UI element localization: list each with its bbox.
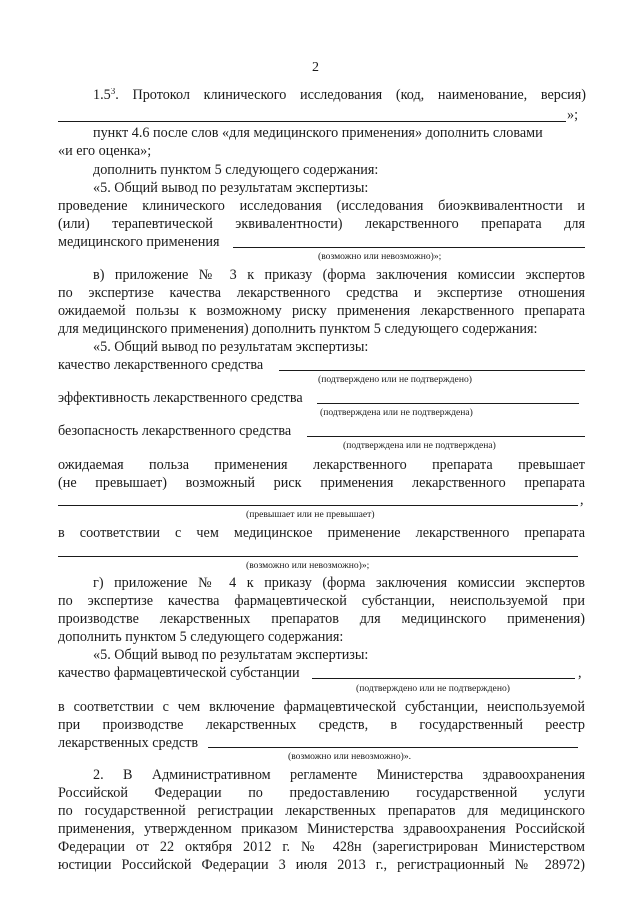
paragraph-line: ожидаемой пользы к возможному риску применения лекарственного препарата: [58, 304, 585, 319]
quality-blank-line: [279, 370, 585, 371]
line-end-comma: ,: [580, 492, 584, 508]
paragraph-line: юстиции Российской Федерации 3 июля 2013 г., регистрационный № 28972): [58, 858, 585, 873]
field-caption: (подтверждена или не подтверждена): [320, 407, 473, 418]
paragraph-line: Федерации от 22 октября 2012 г. № 428н (зарегистрирован Министерством: [58, 840, 585, 855]
protocol-heading-text: . Протокол клинического исследования (код, наименование, версия): [115, 88, 586, 103]
item-superscript: 3: [110, 88, 116, 96]
paragraph-line: по экспертизе качества лекарственного средства и экспертизе отношения: [58, 286, 585, 301]
item-number: 1.5: [93, 88, 111, 103]
paragraph-line: по государственной регистрации лекарственных препаратов для медицинского: [58, 804, 585, 819]
use-blank-line: [58, 556, 578, 557]
line-end-comma: ,: [578, 665, 582, 681]
conclusion-blank-line: [233, 247, 585, 248]
paragraph-line: в соответствии с чем медицинское применение лекарственного препарата: [58, 526, 585, 541]
inclusion-blank-line: [208, 747, 578, 748]
page-number: 2: [312, 60, 319, 75]
field-caption: (превышает или не превышает): [246, 509, 375, 520]
paragraph-line: в соответствии с чем включение фармацевтической субстанции, неиспользуемой: [58, 700, 585, 715]
protocol-heading-line: [93, 88, 586, 102]
substance-quality-blank-line: [312, 678, 575, 679]
field-label: качество лекарственного средства: [58, 357, 264, 373]
paragraph-line: пункт 4.6 после слов «для медицинского применения» дополнить словами: [93, 125, 543, 141]
paragraph-line: ожидаемая польза применения лекарственного препарата превышает: [58, 458, 585, 473]
protocol-line-end: »;: [567, 107, 579, 123]
field-label: безопасность лекарственного средства: [58, 423, 292, 439]
paragraph-line: Российской Федерации по предоставлению государственной услуги: [58, 786, 585, 801]
paragraph-line: (не превышает) возможный риск применения лекарственного препарата: [58, 476, 585, 491]
paragraph-line: «и его оценка»;: [58, 143, 152, 159]
field-caption: (подтверждена или не подтверждена): [343, 440, 496, 451]
paragraph-line: проведение клинического исследования (исследования биоэквивалентности и: [58, 199, 585, 214]
paragraph-line: для медицинского применения) дополнить пунктом 5 следующего содержания:: [58, 321, 538, 337]
field-caption: (подтверждено или не подтверждено): [318, 374, 472, 385]
field-label: эффективность лекарственного средства: [58, 390, 303, 406]
paragraph-line: в) приложение № 3 к приказу (форма заключения комиссии экспертов: [93, 268, 585, 283]
paragraph-line: «5. Общий вывод по результатам экспертизы:: [93, 647, 369, 663]
safety-blank-line: [307, 436, 585, 437]
paragraph-line: при производстве лекарственных средств, в государственный реестр: [58, 718, 585, 733]
paragraph-line: «5. Общий вывод по результатам экспертизы:: [93, 180, 369, 196]
benefit-blank-line: [58, 505, 578, 506]
paragraph-line: лекарственных средств: [58, 735, 199, 751]
paragraph-line: «5. Общий вывод по результатам экспертизы:: [93, 339, 369, 355]
paragraph-line: (или) терапевтической эквивалентности) лекарственного препарата для: [58, 217, 585, 232]
field-caption: (возможно или невозможно)»;: [246, 560, 370, 571]
field-caption: (возможно или невозможно)»;: [318, 251, 442, 262]
protocol-blank-line: [58, 121, 566, 122]
paragraph-line: по экспертизе качества фармацевтической субстанции, неиспользуемой при: [58, 594, 585, 609]
paragraph-line: медицинского применения: [58, 234, 220, 250]
efficacy-blank-line: [317, 403, 579, 404]
paragraph-line: 2. В Административном регламенте Министерства здравоохранения: [93, 768, 585, 783]
paragraph-line: применения, утвержденном приказом Министерства здравоохранения Российской: [58, 822, 585, 837]
paragraph-line: г) приложение № 4 к приказу (форма заключения комиссии экспертов: [93, 576, 585, 591]
paragraph-line: производстве лекарственных препаратов для медицинского применения): [58, 612, 585, 627]
field-label: качество фармацевтической субстанции: [58, 665, 300, 681]
field-caption: (возможно или невозможно)».: [288, 751, 412, 762]
paragraph-line: дополнить пунктом 5 следующего содержания:: [93, 162, 379, 178]
field-caption: (подтверждено или не подтверждено): [356, 683, 510, 694]
paragraph-line: дополнить пунктом 5 следующего содержания:: [58, 629, 344, 645]
